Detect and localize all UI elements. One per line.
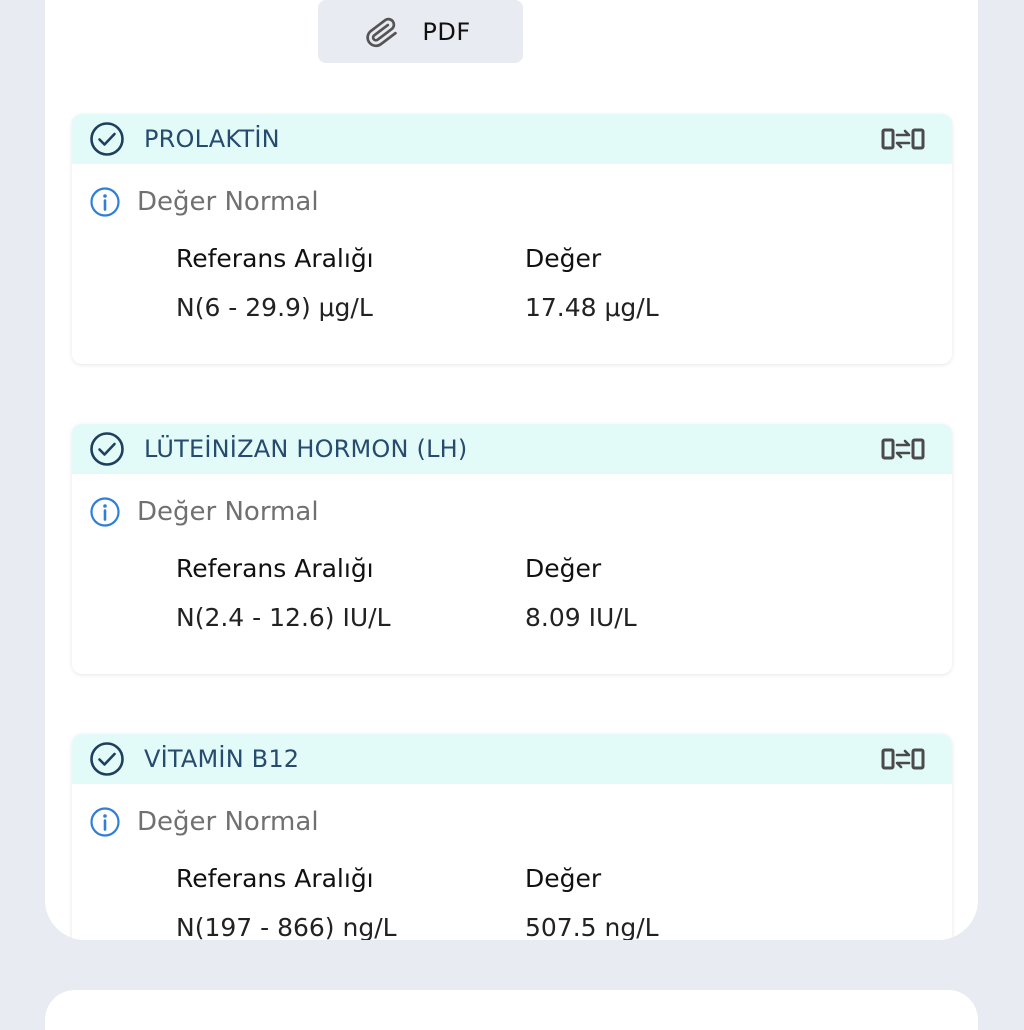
reference-value: N(2.4 - 12.6) IU/L [176, 603, 391, 632]
reference-column [176, 244, 374, 322]
test-card-vitamin-b12 [72, 734, 952, 940]
reference-header: Referans Aralığı [176, 244, 374, 273]
pdf-button-label: PDF [422, 17, 471, 46]
test-card-header [72, 114, 952, 164]
next-panel [45, 990, 978, 1030]
reference-header: Referans Aralığı [176, 554, 374, 583]
value-header: Değer [525, 554, 602, 583]
measured-value: 17.48 μg/L [525, 293, 659, 322]
value-column [525, 864, 659, 940]
info-icon [89, 496, 121, 528]
compare-icon[interactable] [880, 434, 926, 464]
test-card-header [72, 734, 952, 784]
reference-value: N(6 - 29.9) μg/L [176, 293, 373, 322]
check-circle-icon [89, 741, 125, 777]
status-text: Değer Normal [137, 497, 319, 527]
status-row [89, 186, 319, 218]
reference-header: Referans Aralığı [176, 864, 374, 893]
test-card-prolaktin [72, 114, 952, 364]
status-row [89, 496, 319, 528]
status-text: Değer Normal [137, 807, 319, 837]
results-panel [45, 0, 978, 940]
info-icon [89, 186, 121, 218]
compare-icon[interactable] [880, 124, 926, 154]
value-column [525, 244, 659, 322]
reference-column [176, 864, 397, 940]
measured-value: 507.5 ng/L [525, 913, 659, 940]
test-card-header [72, 424, 952, 474]
check-circle-icon [89, 431, 125, 467]
value-column [525, 554, 637, 632]
test-title: PROLAKTİN [144, 125, 280, 153]
status-text: Değer Normal [137, 187, 319, 217]
info-icon [89, 806, 121, 838]
value-header: Değer [525, 864, 602, 893]
value-header: Değer [525, 244, 602, 273]
paperclip-icon [362, 9, 403, 54]
check-circle-icon [89, 121, 125, 157]
test-title: LÜTEİNİZAN HORMON (LH) [144, 435, 468, 463]
reference-column [176, 554, 391, 632]
reference-value: N(197 - 866) ng/L [176, 913, 397, 940]
status-row [89, 806, 319, 838]
measured-value: 8.09 IU/L [525, 603, 637, 632]
compare-icon[interactable] [880, 744, 926, 774]
test-card-lh [72, 424, 952, 674]
test-title: VİTAMİN B12 [144, 745, 300, 773]
pdf-button[interactable] [318, 0, 523, 63]
